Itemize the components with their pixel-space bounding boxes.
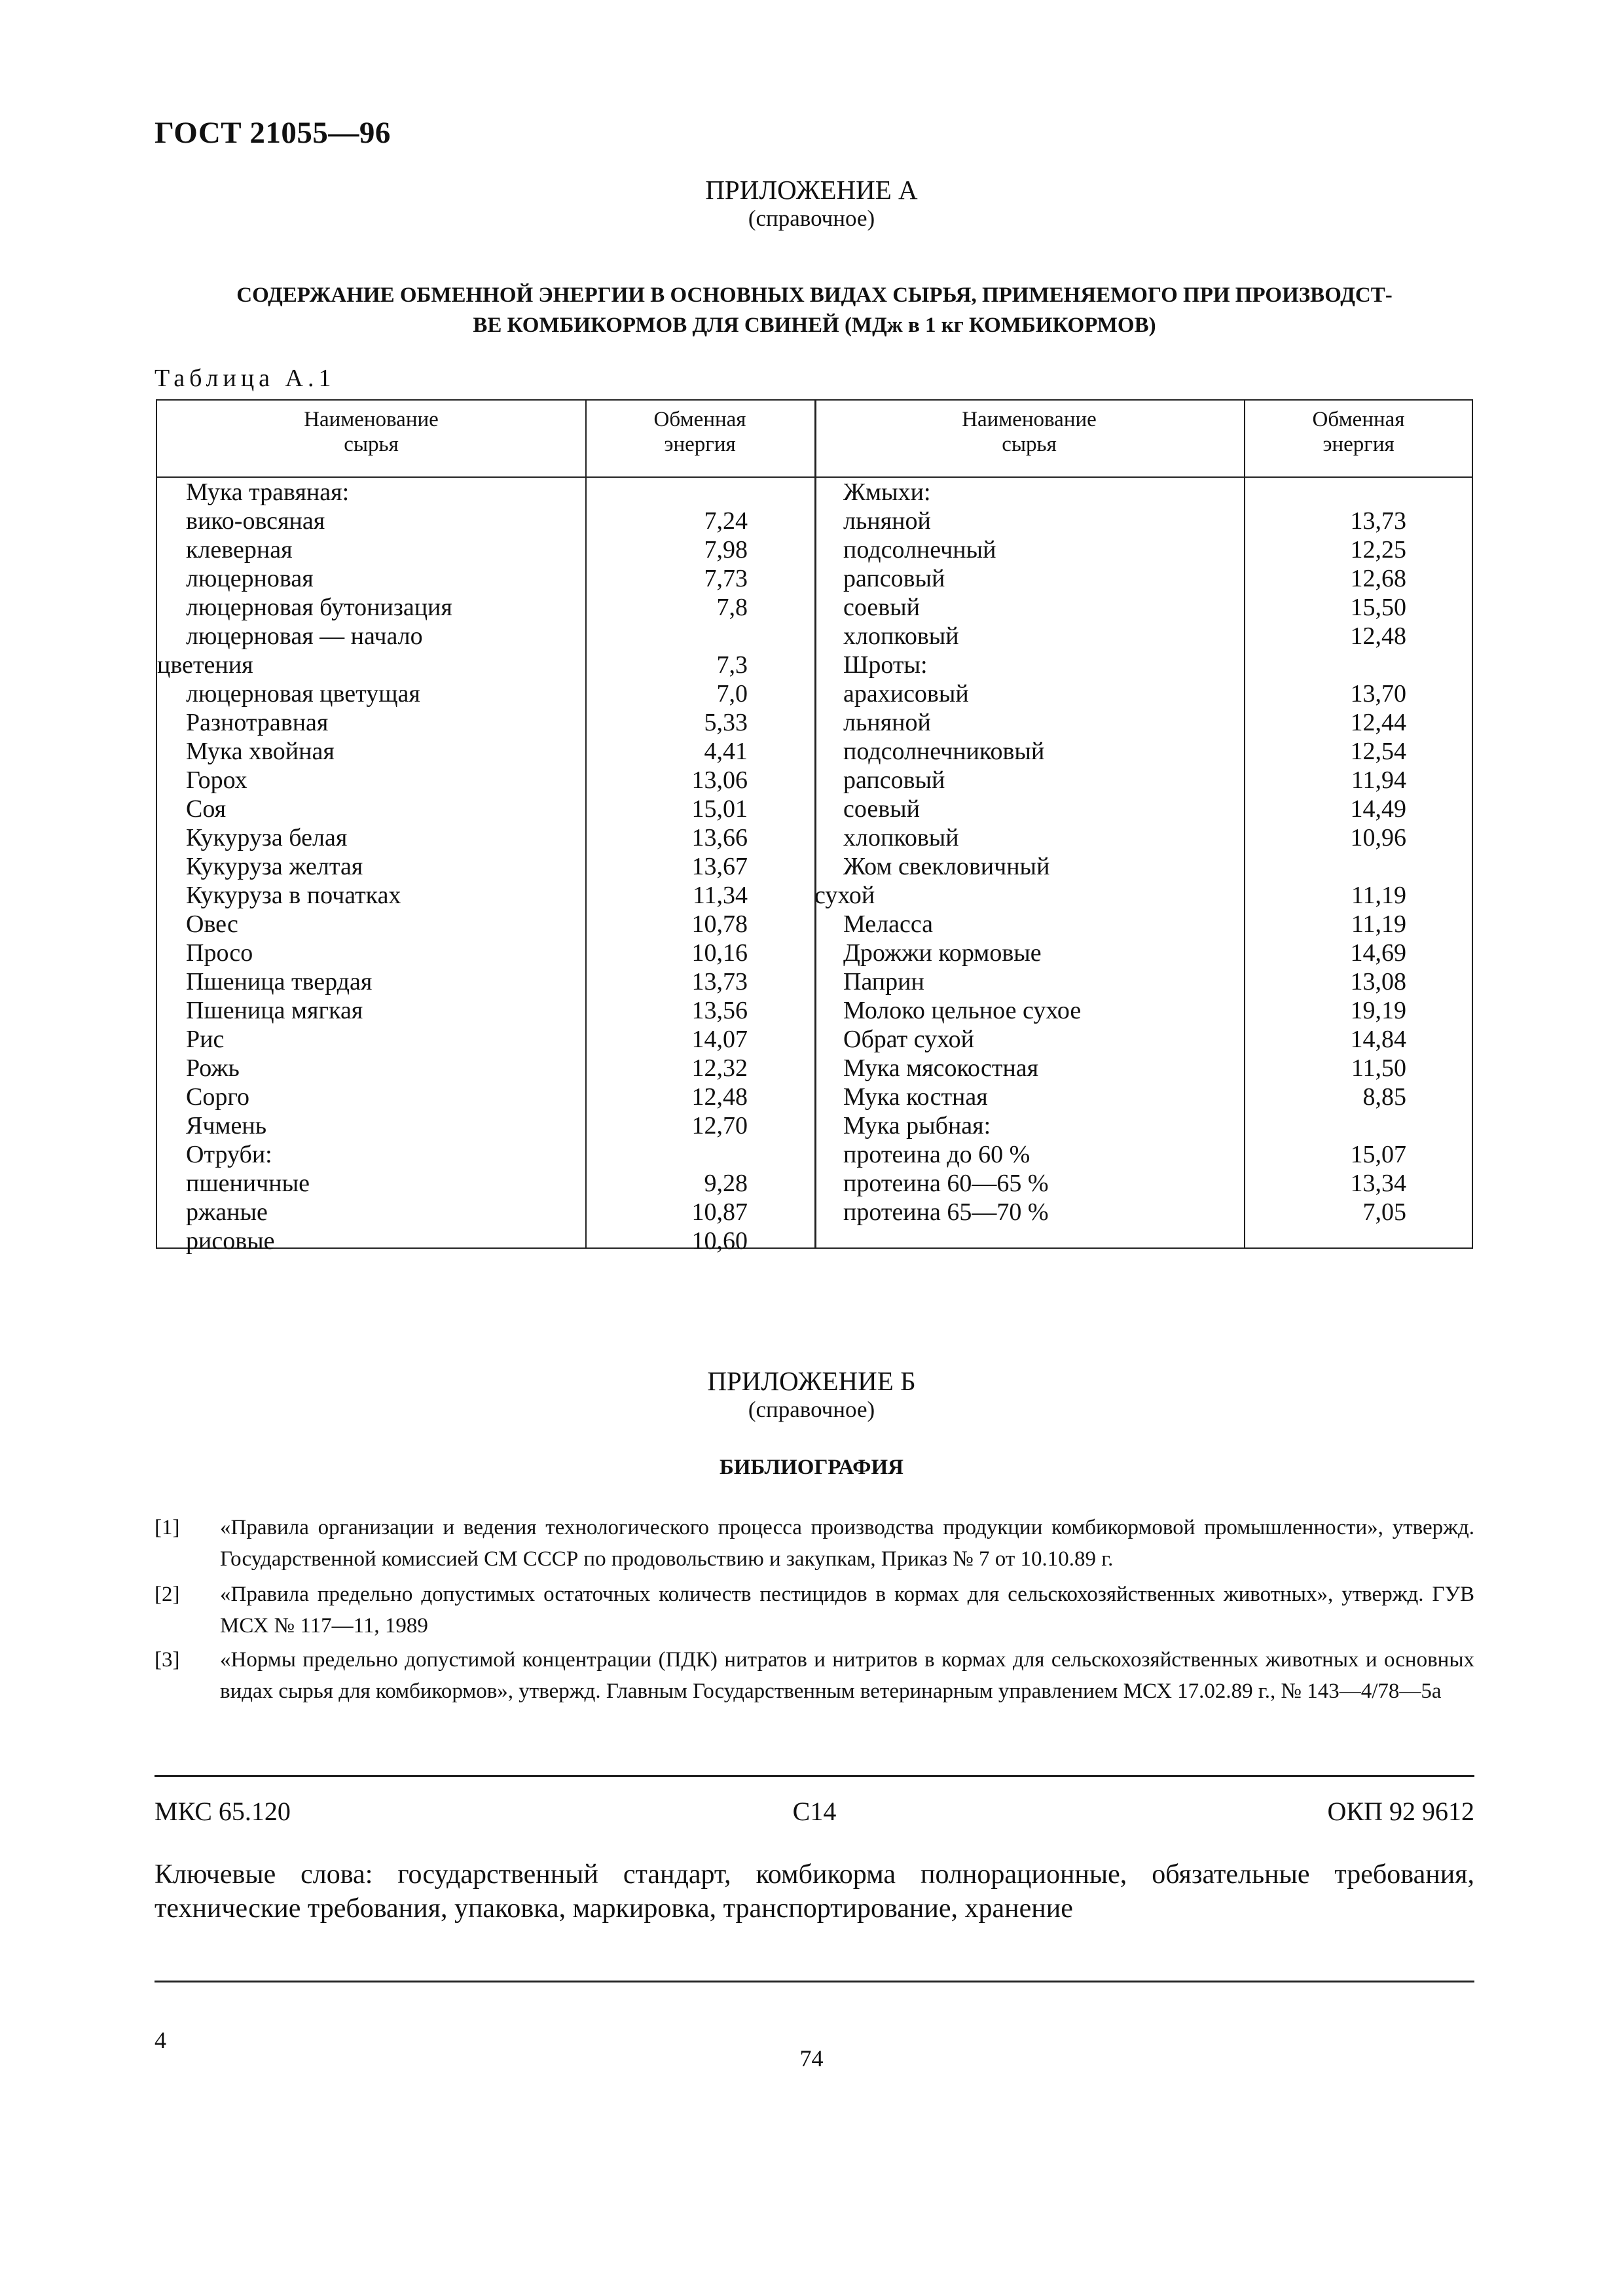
- table-cell-value: 7,05: [1362, 1198, 1406, 1226]
- table-cell-name: протеина 60—65 %: [843, 1170, 1049, 1197]
- table-cell-name: Обрат сухой: [843, 1026, 975, 1053]
- table-cell-value: 5,33: [704, 709, 748, 736]
- table-cell-value: 12,54: [1350, 738, 1406, 765]
- header-line: Наименование: [304, 408, 439, 431]
- table-cell-value: 14,69: [1350, 939, 1406, 967]
- header-line: Обменная: [1312, 408, 1405, 431]
- table-cell-value: [1244, 478, 1406, 507]
- table-cell-name: люцерновая бутонизация: [186, 594, 452, 621]
- table-cell-value: 13,06: [691, 766, 748, 794]
- table-cell-name: Жмыхи:: [843, 478, 931, 506]
- table-cell-name: Пшеница твердая: [186, 968, 373, 996]
- table-cell-name: Кукуруза белая: [186, 824, 348, 852]
- table-cell-value: 7,24: [704, 507, 748, 535]
- table-cell-name: Паприн: [843, 968, 924, 996]
- bibliography-text: «Правила организации и ведения технологического процесса производства продукции комбикормовой промышленности», утвержд. Государственной комиссией СМ СССР по продовольствию и закупкам, Приказ № 7 от 10.10.89 г.: [220, 1516, 1474, 1571]
- table-cell-value: 12,68: [1350, 565, 1406, 592]
- page-number-center: 74: [799, 2045, 824, 2072]
- table-cell-name: соевый: [843, 795, 921, 823]
- bibliography-text: «Правила предельно допустимых остаточных количеств пестицидов в кормах для сельскохозяйственных животных», утвержд. ГУВ МСХ № 117—11, 1989: [220, 1583, 1474, 1638]
- table-cell-value: 7,8: [716, 594, 748, 621]
- table-cell-value: 12,44: [1350, 709, 1406, 736]
- table-cell-name: пшеничные: [186, 1170, 310, 1197]
- table-cell-name: Молоко цельное сухое: [843, 997, 1082, 1024]
- appendix-a-subtitle: (справочное): [748, 206, 875, 231]
- table-cell-name: хлопковый: [843, 824, 959, 852]
- table-cell-name: Меласса: [843, 910, 934, 938]
- table-cell-name: протеина 65—70 %: [843, 1198, 1049, 1226]
- table-cell-value: 14,84: [1350, 1026, 1406, 1053]
- right-name-header: [814, 407, 1244, 457]
- table-cell-name: подсолнечный: [843, 536, 996, 564]
- table-cell-name: хлопковый: [843, 622, 959, 650]
- appendix-b-subtitle: (справочное): [748, 1397, 875, 1422]
- table-cell-name: льняной: [843, 709, 931, 736]
- table-cell-value: 9,28: [704, 1170, 748, 1197]
- table-cell-value: 13,67: [691, 853, 748, 880]
- table-cell-value: 10,60: [691, 1227, 748, 1255]
- table-cell-value: [1244, 651, 1406, 679]
- table-cell-name: люцерновая: [186, 565, 314, 592]
- table-cell-value: 14,07: [691, 1026, 748, 1053]
- header-line: энергия: [664, 433, 736, 456]
- table-cell-value: 8,85: [1362, 1083, 1406, 1111]
- table-cell-value: 7,3: [716, 651, 748, 679]
- table-cell-name: Кукуруза в початках: [186, 882, 401, 909]
- table-cell-name: Горох: [186, 766, 247, 794]
- table-cell-name: Разнотравная: [186, 709, 329, 736]
- bibliography-heading: БИБЛИОГРАФИЯ: [720, 1456, 903, 1479]
- left-energy-header: [585, 407, 814, 457]
- table-cell-name: Жом свекловичный: [843, 853, 1050, 880]
- table-cell-name: арахисовый: [843, 680, 969, 708]
- table-cell-value: 11,19: [1351, 910, 1406, 938]
- table-cell-name: ржаные: [186, 1198, 268, 1226]
- table-cell-value: 10,87: [691, 1198, 748, 1226]
- table-cell-name: Сорго: [186, 1083, 249, 1111]
- table-cell-name: Овес: [186, 910, 238, 938]
- table-cell-name: Шроты:: [843, 651, 928, 679]
- table-cell-value: 15,07: [1350, 1141, 1406, 1168]
- table-cell-value: 13,66: [691, 824, 748, 852]
- table-cell-name: сухой: [814, 882, 875, 909]
- table-cell-name: люцерновая — начало: [186, 622, 423, 650]
- table-cell-value: 7,0: [716, 680, 748, 708]
- table-cell-value: 10,78: [691, 910, 748, 938]
- document-code: ГОСТ 21055—96: [155, 116, 391, 150]
- table-cell-value: 12,25: [1350, 536, 1406, 564]
- table-cell-value: 13,34: [1350, 1170, 1406, 1197]
- table-cell-value: 11,50: [1351, 1054, 1406, 1082]
- bibliography-text: «Нормы предельно допустимой концентрации (ПДК) нитратов и нитритов в кормах для сельскохозяйственных животных и основных видах сырья для комбикормов», утвержд. Главным Государственным ветеринарным управлением МСХ 17.02.89 г., № 143—4/78—5а: [220, 1648, 1474, 1703]
- table-cell-value: 19,19: [1350, 997, 1406, 1024]
- table-cell-name: Мука рыбная:: [843, 1112, 991, 1139]
- table-cell-value: 4,41: [704, 738, 748, 765]
- table-cell-name: рапсовый: [843, 565, 945, 592]
- right-energy-header: [1244, 407, 1473, 457]
- table-cell-name: цветения: [157, 651, 253, 679]
- table-cell-name: Пшеница мягкая: [186, 997, 363, 1024]
- table-cell-name: льняной: [843, 507, 931, 535]
- table-cell-value: 7,98: [704, 536, 748, 564]
- table-cell-name: Мука мясокостная: [843, 1054, 1039, 1082]
- table-cell-name: рисовые: [186, 1227, 275, 1255]
- keywords: Ключевые слова: государственный стандарт, комбикорма полнорационные, обязательные требования, технические требования, упаковка, маркировка, транспортирование, хранение: [155, 1859, 1474, 1924]
- appendix-b-title: ПРИЛОЖЕНИЕ Б: [707, 1366, 916, 1396]
- table-cell-name: Кукуруза желтая: [186, 853, 363, 880]
- table-cell-name: клеверная: [186, 536, 293, 564]
- appendix-a-heading: [155, 280, 1474, 340]
- header-line: Наименование: [962, 408, 1097, 431]
- table-cell-name: Рис: [186, 1026, 225, 1053]
- table-cell-name: Ячмень: [186, 1112, 267, 1139]
- table-cell-value: 15,01: [691, 795, 748, 823]
- table-cell-value: 7,73: [704, 565, 748, 592]
- table-cell-name: Отруби:: [186, 1141, 272, 1168]
- bibliography-number: [1]: [155, 1516, 180, 1539]
- footer-bottom-rule: [155, 1981, 1474, 1982]
- table-cell-value: [585, 622, 748, 651]
- table-cell-name: соевый: [843, 594, 921, 621]
- energy-table: [156, 399, 1473, 1255]
- mks-code: МКС 65.120: [155, 1797, 291, 1826]
- table-cell-value: 14,49: [1350, 795, 1406, 823]
- page-number-left: 4: [155, 2027, 166, 2053]
- table-cell-value: 13,73: [1350, 507, 1406, 535]
- bibliography-number: [3]: [155, 1648, 180, 1672]
- table-cell-value: 10,96: [1350, 824, 1406, 852]
- table-cell-value: 13,70: [1350, 680, 1406, 708]
- left-name-header: [157, 407, 585, 457]
- table-cell-value: 13,56: [691, 997, 748, 1024]
- table-cell-value: [585, 478, 748, 507]
- table-cell-value: 12,70: [691, 1112, 748, 1139]
- table-cell-name: Мука хвойная: [186, 738, 335, 765]
- table-cell-value: 13,73: [691, 968, 748, 996]
- group-code: С14: [792, 1797, 837, 1826]
- table-cell-name: Соя: [186, 795, 227, 823]
- table-label: Таблица А.1: [155, 365, 336, 392]
- table-cell-value: [1244, 852, 1406, 881]
- table-cell-name: подсолнечниковый: [843, 738, 1045, 765]
- table-cell-name: люцерновая цветущая: [186, 680, 420, 708]
- header-line: сырья: [344, 433, 399, 456]
- heading-line-1: СОДЕРЖАНИЕ ОБМЕННОЙ ЭНЕРГИИ В ОСНОВНЫХ ВИДАХ СЫРЬЯ, ПРИМЕНЯЕМОГО ПРИ ПРОИЗВОДСТ-: [236, 283, 1393, 307]
- table-cell-value: 13,08: [1350, 968, 1406, 996]
- table-cell-name: вико-овсяная: [186, 507, 325, 535]
- footer-top-rule: [155, 1775, 1474, 1777]
- table-cell-value: 15,50: [1350, 594, 1406, 621]
- header-line: Обменная: [653, 408, 746, 431]
- table-cell-name: Мука травяная:: [186, 478, 350, 506]
- table-cell-name: рапсовый: [843, 766, 945, 794]
- table-cell-value: 12,48: [691, 1083, 748, 1111]
- table-cell-name: Дрожжи кормовые: [843, 939, 1042, 967]
- table-cell-value: 11,94: [1351, 766, 1406, 794]
- heading-line-2: ВЕ КОМБИКОРМОВ ДЛЯ СВИНЕЙ (МДж в 1 кг КОМБИКОРМОВ): [473, 314, 1156, 337]
- table-cell-value: 11,19: [1351, 882, 1406, 909]
- header-line: энергия: [1322, 433, 1395, 456]
- appendix-a-title: ПРИЛОЖЕНИЕ А: [705, 175, 918, 205]
- okp-code: ОКП 92 9612: [1327, 1797, 1474, 1826]
- table-cell-value: 12,32: [691, 1054, 748, 1082]
- table-cell-value: 12,48: [1350, 622, 1406, 650]
- header-line: сырья: [1002, 433, 1057, 456]
- table-cell-value: 11,34: [692, 882, 748, 909]
- table-cell-name: Рожь: [186, 1054, 240, 1082]
- table-cell-name: протеина до 60 %: [843, 1141, 1030, 1168]
- table-cell-value: [585, 1140, 748, 1169]
- table-cell-name: Мука костная: [843, 1083, 988, 1111]
- bibliography-number: [2]: [155, 1583, 180, 1606]
- table-cell-value: [1244, 1111, 1406, 1140]
- table-cell-value: 10,16: [691, 939, 748, 967]
- table-cell-name: Просо: [186, 939, 253, 967]
